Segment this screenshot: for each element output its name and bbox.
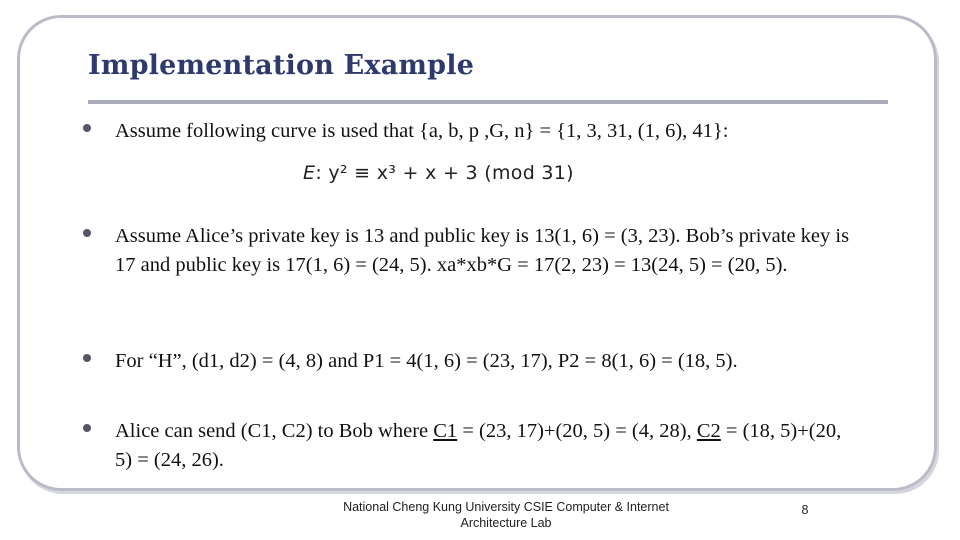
bullet-dot-icon [83,229,91,237]
bullet-text [115,417,863,475]
bullet-dot-icon [83,354,91,362]
c1-value: = (23, 17)+(20, 5) = (4, 28), [457,420,697,442]
bullet-text: Assume following curve is used that {a, b, p ,G, n} = {1, 3, 31, (1, 6), 41}: [115,120,729,142]
bullet-text: For “H”, (d1, d2) = (4, 8) and P1 = 4(1, 6) = (23, 17), P2 = 8(1, 6) = (18, 5). [115,350,738,372]
equation-body: : y² ≡ x³ + x + 3 (mod 31) [315,162,574,184]
bullet-dot-icon [83,424,91,432]
bullet-curve-params [83,117,863,146]
title-divider [88,100,888,104]
c1-label: C1 [433,420,458,442]
c2-label: C2 [696,420,721,442]
bullet-keys [83,222,863,280]
ciphertext-prefix: Alice can send (C1, C2) to Bob where [115,420,434,442]
equation-lhs: E [303,162,316,184]
slide-title: Implementation Example [88,50,475,81]
footer-line-1: National Cheng Kung University CSIE Computer & Internet [343,500,669,514]
footer-affiliation [300,499,712,531]
footer-line-2: Architecture Lab [460,516,552,530]
c2-value: = (18, 5)+(20, 5) = (24, 26). [115,420,842,471]
bullet-message-points [83,347,863,376]
bullet-dot-icon [83,124,91,132]
page-number: 8 [801,503,809,517]
curve-equation [303,162,574,184]
bullet-text: Assume Alice’s private key is 13 and public key is 13(1, 6) = (3, 23). Bob’s private key is 17 and public key is 17(1, 6) = (24, 5). xa*xb*G = 17(2, 23) = 13(24, 5) = (20, 5). [115,225,850,276]
bullet-ciphertext [83,417,863,475]
